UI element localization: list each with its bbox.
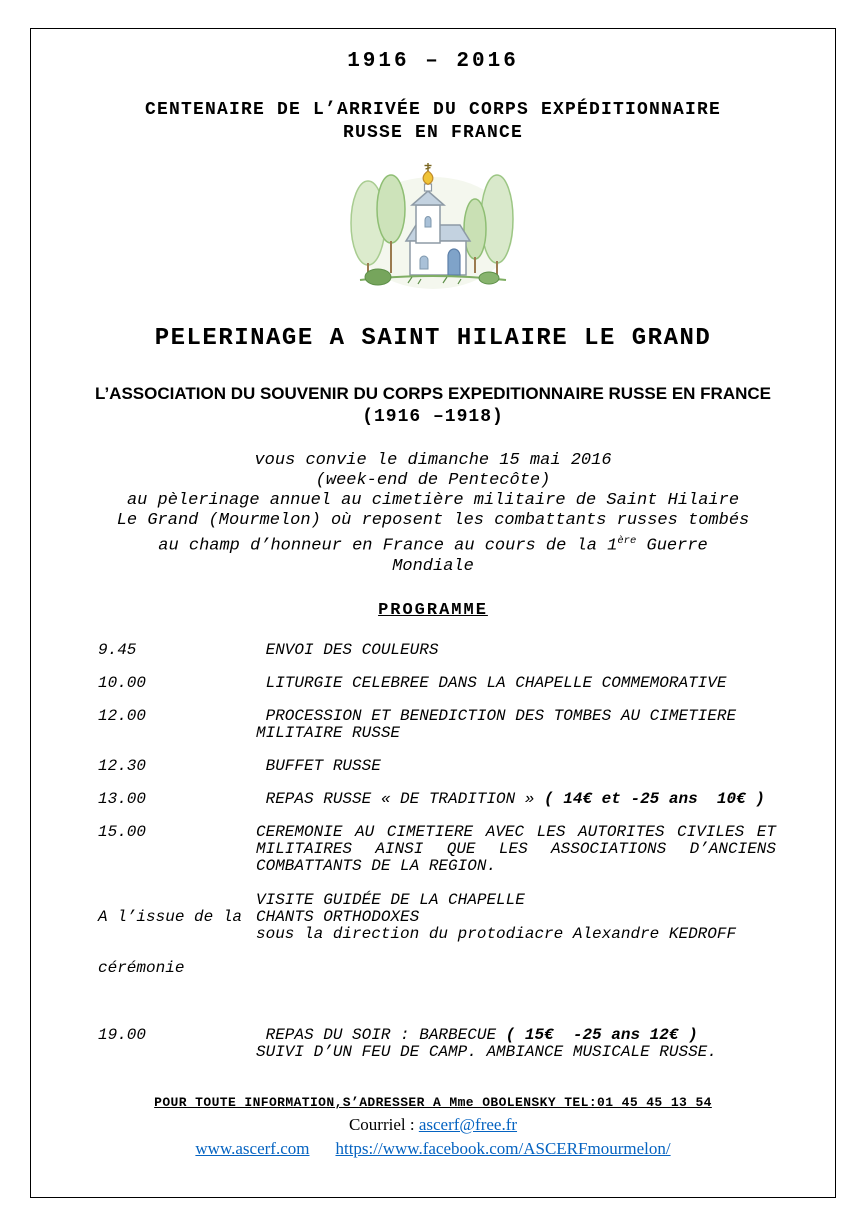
programme-entry (256, 791, 776, 808)
centenary-heading-line2: RUSSE EN FRANCE (342, 123, 524, 143)
programme-entry: CEREMONIE AU CIMETIERE AVEC LES AUTORITES CIVILES ET MILITAIRES AINSI QUE LES ASSOCIATIONS D’ANCIENS COMBATTANTS DE LA REGION. (256, 822, 776, 875)
programme-row (98, 642, 776, 659)
programme-entry: LITURGIE CELEBREE DANS LA CHAPELLE COMMEMORATIVE (256, 673, 727, 692)
association-years: (1916 –1918) (362, 407, 504, 427)
programme-time: 9.45 (98, 640, 137, 659)
invitation-line-text: au champ d’honneur en France au cours de la 1 (158, 536, 618, 556)
links-line (30, 1139, 836, 1159)
chapel-drawing-svg (348, 161, 518, 293)
time-text: A l’issue de la (98, 907, 243, 926)
contact-info: POUR TOUTE INFORMATION,S’ADRESSER A Mme OBOLENSKY TEL:01 45 45 13 54 (154, 1094, 712, 1110)
programme-row (98, 1027, 776, 1061)
association-name: L’ASSOCIATION DU SOUVENIR DU CORPS EXPEDITIONNAIRE RUSSE EN FRANCE (95, 384, 771, 403)
price-text: ( 14€ et -25 ans 10€ ) (544, 789, 765, 808)
programme-entry: ENVOI DES COULEURS (256, 640, 439, 659)
facebook-link[interactable]: https://www.facebook.com/ASCERFmourmelon/ (335, 1138, 671, 1158)
invitation-line: vous convie le dimanche 15 mai 2016 (254, 451, 612, 470)
invitation-line (30, 531, 836, 557)
price-text: ( 15€ -25 ans 12€ ) (505, 1025, 698, 1044)
years-heading: 1916 – 2016 (347, 50, 519, 73)
programme-time (98, 875, 256, 1011)
ordinal-superscript: ère (617, 535, 637, 547)
document-page (30, 28, 836, 1198)
chapel-illustration (30, 161, 836, 293)
page-title: PELERINAGE A SAINT HILAIRE LE GRAND (154, 325, 712, 352)
association-block (30, 384, 836, 427)
programme-entry: PROCESSION ET BENEDICTION DES TOMBES AU CIMETIERE MILITAIRE RUSSE (256, 706, 737, 742)
website-link[interactable]: www.ascerf.com (195, 1138, 310, 1158)
invitation-line: (week-end de Pentecôte) (315, 471, 551, 490)
invitation-line: Le Grand (Mourmelon) où reposent les combattants russes tombés (116, 511, 750, 530)
entry-text: REPAS RUSSE « DE TRADITION » (256, 789, 545, 808)
centenary-heading-line1: CENTENAIRE DE L’ARRIVÉE DU CORPS EXPÉDITIONNAIRE (144, 100, 722, 120)
programme-schedule (30, 642, 836, 1061)
programme-row (98, 824, 776, 875)
programme-row (98, 758, 776, 775)
invitation-line: au pèlerinage annuel au cimetière militaire de Saint Hilaire (126, 491, 740, 510)
programme-entry: VISITE GUIDÉE DE LA CHAPELLE CHANTS ORTHODOXES sous la direction du protodiacre Alexandre KEDROFF (256, 890, 737, 943)
invitation-line: Mondiale (392, 556, 474, 576)
invitation-text (30, 451, 836, 577)
entry-text: REPAS DU SOIR : BARBECUE (256, 1025, 506, 1044)
centenary-heading (30, 99, 836, 145)
programme-row (98, 875, 776, 1011)
programme-row (98, 675, 776, 692)
programme-row (98, 708, 776, 742)
programme-title: PROGRAMME (378, 600, 488, 620)
programme-entry: BUFFET RUSSE (256, 756, 381, 775)
time-text: cérémonie (98, 958, 185, 977)
email-link[interactable]: ascerf@free.fr (418, 1114, 518, 1134)
programme-time: 12.00 (98, 706, 147, 725)
email-line (30, 1115, 836, 1135)
programme-time: 15.00 (98, 822, 147, 841)
programme-time: 13.00 (98, 789, 147, 808)
footer (30, 1095, 836, 1159)
programme-row (98, 791, 776, 808)
invitation-line-text: Guerre (636, 536, 708, 556)
email-label: Courriel : (348, 1114, 419, 1134)
programme-time: 10.00 (98, 673, 147, 692)
programme-entry: REPAS DU SOIR : BARBECUE ( 15€ -25 ans 12€ ) SUIVI D’UN FEU DE CAMP. AMBIANCE MUSICALE RUSSE. (256, 1025, 717, 1061)
programme-time: 19.00 (98, 1025, 147, 1044)
programme-time: 12.30 (98, 756, 147, 775)
